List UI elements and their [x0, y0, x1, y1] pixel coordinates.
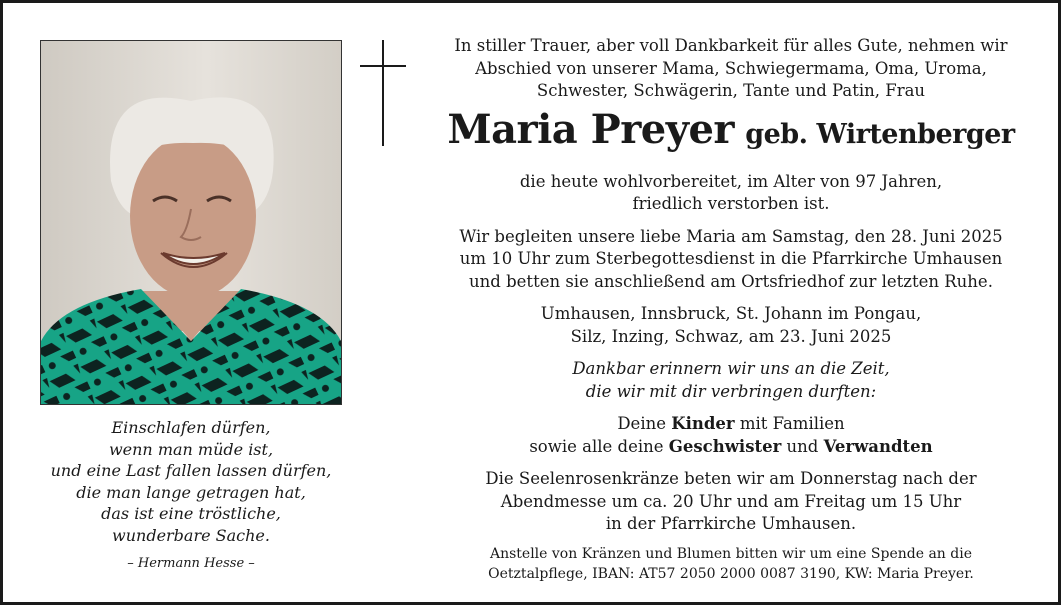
intro-line: Abschied von unserer Mama, Schwiegermama, Oma, Uroma,	[475, 58, 987, 78]
memory-line: die wir mit dir verbringen durften:	[585, 381, 877, 401]
rosary-line: in der Pfarrkirche Umhausen.	[605, 514, 857, 533]
funeral-line: um 10 Uhr zum Sterbegottesdienst in die Pfarrkirche Umhausen	[459, 249, 1003, 268]
memory-text	[421, 358, 1041, 403]
mourners-relatives: Verwandten	[823, 436, 933, 456]
funeral-line: Wir begleiten unsere liebe Maria am Samstag, den 28. Juni 2025	[459, 226, 1003, 246]
deceased-name-main: Maria Preyer	[447, 105, 734, 153]
rosary-line: Die Seelenrosenkränze beten wir am Donnerstag nach der	[485, 469, 977, 488]
memory-line: Dankbar erinnern wir uns an die Zeit,	[572, 359, 890, 378]
place-date-line: Umhausen, Innsbruck, St. Johann im Pongau,	[540, 304, 922, 323]
funeral-line: und betten sie anschließend am Ortsfriedhof zur letzten Ruhe.	[469, 271, 993, 291]
poem-line: Einschlafen dürfen,	[111, 418, 271, 437]
mourners-text: und	[781, 436, 824, 456]
poem-line: wunderbare Sache.	[112, 525, 270, 545]
funeral-details	[421, 226, 1041, 294]
poem	[33, 417, 349, 574]
mourners-line-2	[421, 436, 1041, 459]
rosary-line: Abendmesse um ca. 20 Uhr und am Freitag um 15 Uhr	[500, 491, 962, 511]
notice-text	[421, 35, 1041, 584]
rosary-details	[421, 468, 1041, 536]
portrait-photo	[40, 40, 342, 405]
mourners-siblings: Geschwister	[668, 436, 782, 456]
cross-icon	[360, 40, 408, 148]
deceased-birth-name: geb. Wirtenberger	[745, 118, 1015, 150]
mourners-text: sowie alle deine	[529, 436, 669, 456]
mourners-text: Deine	[617, 414, 672, 433]
place-date-line: Silz, Inzing, Schwaz, am 23. Juni 2025	[570, 326, 892, 346]
deceased-name	[421, 107, 1041, 161]
poem-line: wenn man müde ist,	[108, 439, 274, 459]
poem-line: das ist eine tröstliche,	[101, 504, 281, 524]
mourners-children: Kinder	[671, 414, 735, 433]
intro-line: In stiller Trauer, aber voll Dankbarkeit für alles Gute, nehmen wir	[454, 36, 1008, 55]
mourners-text: mit Familien	[734, 414, 845, 433]
intro-line: Schwester, Schwägerin, Tante und Patin, Frau	[536, 81, 926, 100]
poem-line: und eine Last fallen lassen dürfen,	[50, 461, 332, 481]
poem-author: – Hermann Hesse –	[127, 555, 255, 571]
donation-line: Anstelle von Kränzen und Blumen bitten wir um eine Spende an die	[489, 545, 972, 562]
place-date	[421, 303, 1041, 348]
donation-line: Oetztalpflege, IBAN: AT57 2050 2000 0087 3190, KW: Maria Preyer.	[488, 565, 974, 582]
death-notice-line: die heute wohlvorbereitet, im Alter von 97 Jahren,	[519, 171, 943, 191]
donation-request	[421, 544, 1041, 584]
poem-line: die man lange getragen hat,	[76, 482, 306, 502]
death-notice	[421, 171, 1041, 216]
portrait-image	[41, 41, 341, 404]
mourners-line-1	[421, 413, 1041, 436]
mourners	[421, 413, 1041, 458]
death-notice-line: friedlich verstorben ist.	[632, 194, 830, 213]
